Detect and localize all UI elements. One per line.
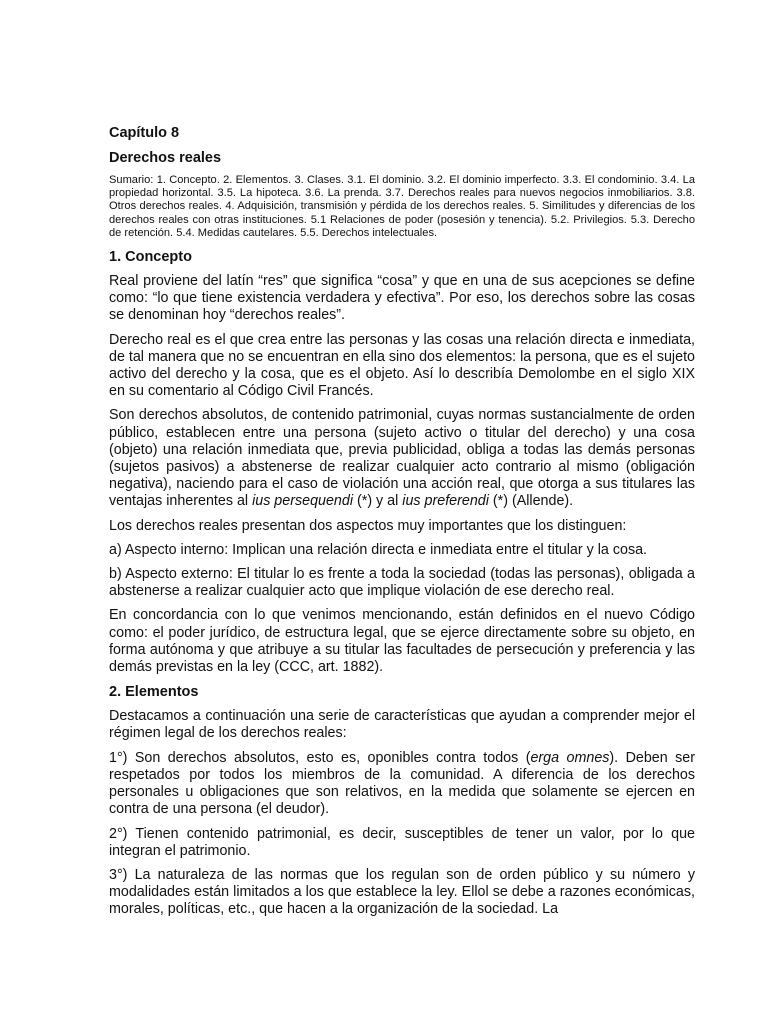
paragraph: 2°) Tienen contenido patrimonial, es decir, susceptibles de tener un valor, por lo que integran el patrimonio.: [109, 825, 695, 859]
text-run: Son derechos absolutos, de contenido patrimonial, cuyas normas sustancialmente de orden público, establecen entre una persona (sujeto activo o titular del derecho) y una cosa (objeto) una relación inmediata que, previa publicidad, obliga a todas las demás personas (sujetos pasivos) a abstenerse de realizar cualquier acto contrario al mismo (obligación negativa), naciendo para el caso de violación una acción real, que otorga a sus titulares las ventajas inherentes al: [109, 407, 695, 510]
section-heading-concepto: 1. Concepto: [109, 249, 192, 266]
text-run: (*) (Allende).: [488, 493, 574, 510]
text-run: ). Deben ser respetados por todos los miembros de la comunidad. A diferencia de los derechos personales u obligaciones que son relativos, en la medida que solamente se ejercen en contra de una persona (el deudor).: [109, 749, 695, 818]
paragraph: Los derechos reales presentan dos aspectos muy importantes que los distinguen:: [109, 517, 627, 534]
text-run: 1°) Son derechos absolutos, esto es, oponibles contra todos (: [109, 749, 531, 766]
paragraph: [109, 750, 695, 819]
document-content: [109, 124, 695, 926]
italic-term: ius persequendi: [252, 493, 354, 510]
paragraph: Destacamos a continuación una serie de características que ayudan a comprender mejor el régimen legal de los derechos reales:: [109, 708, 695, 742]
italic-term: ius preferendi: [402, 493, 489, 510]
italic-term: erga omnes: [530, 749, 610, 766]
paragraph: En concordancia con lo que venimos mencionando, están definidos en el nuevo Código como: el poder jurídico, de estructura legal, que se ejerce directamente sobre su objeto, en forma autónoma y que atribuye a su titular las facultades de persecución y preferencia y las demás previstas en la ley (CCC, art. 1882).: [109, 607, 695, 676]
paragraph: Derecho real es el que crea entre las personas y las cosas una relación directa e inmediata, de tal manera que no se encuentran en ella sino dos elementos: la persona, que es el sujeto activo del derecho y la cosa, que es el objeto. Así lo describía Demolombe en el siglo XIX en su comentario al Código Civil Francés.: [109, 331, 695, 400]
text-run: (*) y al: [353, 493, 403, 510]
page-title: Derechos reales: [109, 150, 222, 166]
summary-paragraph: Sumario: 1. Concepto. 2. Elementos. 3. Clases. 3.1. El dominio. 3.2. El dominio imperfecto. 3.3. El condominio. 3.4. La propiedad horizontal. 3.5. La hipoteca. 3.6. La prenda. 3.7. Derechos reales para nuevos negocios inmobiliarios. 3.8. Otros derechos reales. 4. Adquisición, transmisión y pérdida de los derechos reales. 5. Similitudes y diferencias de los derechos reales con otras instituciones. 5.1 Relaciones de poder (posesión y tenencia). 5.2. Privilegios. 5.3. Derecho de retención. 5.4. Medidas cautelares. 5.5. Derechos intelectuales.: [109, 174, 695, 239]
paragraph: 3°) La naturaleza de las normas que los regulan son de orden público y su número y modalidades están limitados a los que establece la ley. Ellol se debe a razones económicas, morales, políticas, etc., que hacen a la organización de la sociedad. La: [109, 866, 695, 918]
paragraph: a) Aspecto interno: Implican una relación directa e inmediata entre el titular y la cosa.: [109, 541, 648, 558]
section-heading-elementos: 2. Elementos: [109, 684, 199, 701]
paragraph: b) Aspecto externo: El titular lo es frente a toda la sociedad (todas las personas), obligada a abstenerse a realizar cualquier acto que implique violación de ese derecho real.: [109, 566, 695, 600]
chapter-label: Capítulo 8: [109, 125, 180, 141]
paragraph: Real proviene del latín “res” que significa “cosa” y que en una de sus acepciones se define como: “lo que tiene existencia verdadera y efectiva”. Por eso, los derechos sobre las cosas se denominan hoy “derechos reales”.: [109, 273, 695, 324]
paragraph: [109, 407, 695, 510]
